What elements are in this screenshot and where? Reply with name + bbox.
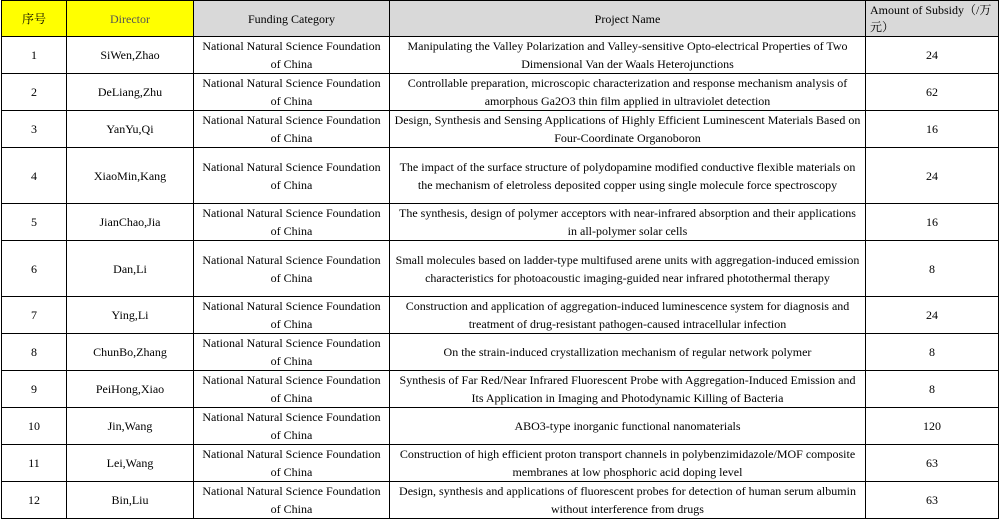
cell-index: 3 [2,111,67,148]
cell-project: Manipulating the Valley Polarization and Valley-sensitive Opto-electrical Properties of Two Dimensional Van der Waals Heterojunctions [390,37,866,74]
cell-index: 1 [2,37,67,74]
cell-category: National Natural Science Foundation of China [194,482,390,519]
cell-index: 8 [2,334,67,371]
cell-amount: 8 [866,241,999,297]
header-funding-category: Funding Category [194,1,390,37]
cell-director: Lei,Wang [67,445,194,482]
header-project-name: Project Name [390,1,866,37]
cell-category: National Natural Science Foundation of China [194,37,390,74]
cell-project: Design, synthesis and applications of fluorescent probes for detection of human serum albumin without interference from drugs [390,482,866,519]
cell-amount: 62 [866,74,999,111]
cell-category: National Natural Science Foundation of China [194,111,390,148]
header-director: Director [67,1,194,37]
cell-category: National Natural Science Foundation of China [194,148,390,204]
header-row [2,1,999,37]
cell-director: ChunBo,Zhang [67,334,194,371]
cell-amount: 16 [866,204,999,241]
cell-director: YanYu,Qi [67,111,194,148]
table-row [2,334,999,371]
cell-index: 11 [2,445,67,482]
table-row [2,371,999,408]
cell-project: The synthesis, design of polymer acceptors with near-infrared absorption and their applications in all-polymer solar cells [390,204,866,241]
table-row [2,445,999,482]
cell-category: National Natural Science Foundation of China [194,297,390,334]
cell-category: National Natural Science Foundation of China [194,371,390,408]
cell-category: National Natural Science Foundation of China [194,204,390,241]
cell-amount: 8 [866,334,999,371]
cell-index: 10 [2,408,67,445]
cell-director: DeLiang,Zhu [67,74,194,111]
cell-index: 2 [2,74,67,111]
subsidy-table [1,0,999,519]
cell-amount: 24 [866,148,999,204]
cell-project: Controllable preparation, microscopic characterization and response mechanism analysis of amorphous Ga2O3 thin film applied in ultraviolet detection [390,74,866,111]
cell-index: 5 [2,204,67,241]
table-row [2,241,999,297]
table-row [2,111,999,148]
table-row [2,37,999,74]
header-amount: Amount of Subsidy（/万元） [866,1,999,37]
cell-project: Small molecules based on ladder-type multifused arene units with aggregation-induced emission characteristics for photoacoustic imaging-guided near infrared photothermal therapy [390,241,866,297]
cell-amount: 63 [866,445,999,482]
cell-director: Jin,Wang [67,408,194,445]
cell-amount: 120 [866,408,999,445]
table-row [2,204,999,241]
cell-index: 7 [2,297,67,334]
cell-project: Construction and application of aggregation-induced luminescence system for diagnosis and treatment of drug-resistant pathogen-caused intracellular infection [390,297,866,334]
cell-project: ABO3-type inorganic functional nanomaterials [390,408,866,445]
cell-project: The impact of the surface structure of polydopamine modified conductive flexible materials on the mechanism of eletroless deposited copper using single molecule force spectroscopy [390,148,866,204]
cell-index: 4 [2,148,67,204]
cell-director: PeiHong,Xiao [67,371,194,408]
cell-director: Dan,Li [67,241,194,297]
cell-project: On the strain-induced crystallization mechanism of regular network polymer [390,334,866,371]
cell-director: Bin,Liu [67,482,194,519]
cell-amount: 16 [866,111,999,148]
cell-project: Design, Synthesis and Sensing Applications of Highly Efficient Luminescent Materials Based on Four-Coordinate Organoboron [390,111,866,148]
cell-index: 6 [2,241,67,297]
cell-director: SiWen,Zhao [67,37,194,74]
cell-index: 9 [2,371,67,408]
table-row [2,74,999,111]
table-row [2,148,999,204]
cell-project: Construction of high efficient proton transport channels in polybenzimidazole/MOF composite membranes at low phosphoric acid doping level [390,445,866,482]
cell-category: National Natural Science Foundation of China [194,74,390,111]
cell-amount: 24 [866,37,999,74]
table-row [2,297,999,334]
cell-amount: 8 [866,371,999,408]
cell-project: Synthesis of Far Red/Near Infrared Fluorescent Probe with Aggregation-Induced Emission and Its Application in Imaging and Photodynamic Killing of Bacteria [390,371,866,408]
cell-director: JianChao,Jia [67,204,194,241]
cell-index: 12 [2,482,67,519]
cell-category: National Natural Science Foundation of China [194,241,390,297]
cell-category: National Natural Science Foundation of China [194,445,390,482]
table-row [2,482,999,519]
cell-amount: 63 [866,482,999,519]
cell-category: National Natural Science Foundation of China [194,334,390,371]
header-index: 序号 [2,1,67,37]
cell-director: XiaoMin,Kang [67,148,194,204]
cell-category: National Natural Science Foundation of China [194,408,390,445]
table-row [2,408,999,445]
cell-amount: 24 [866,297,999,334]
cell-director: Ying,Li [67,297,194,334]
